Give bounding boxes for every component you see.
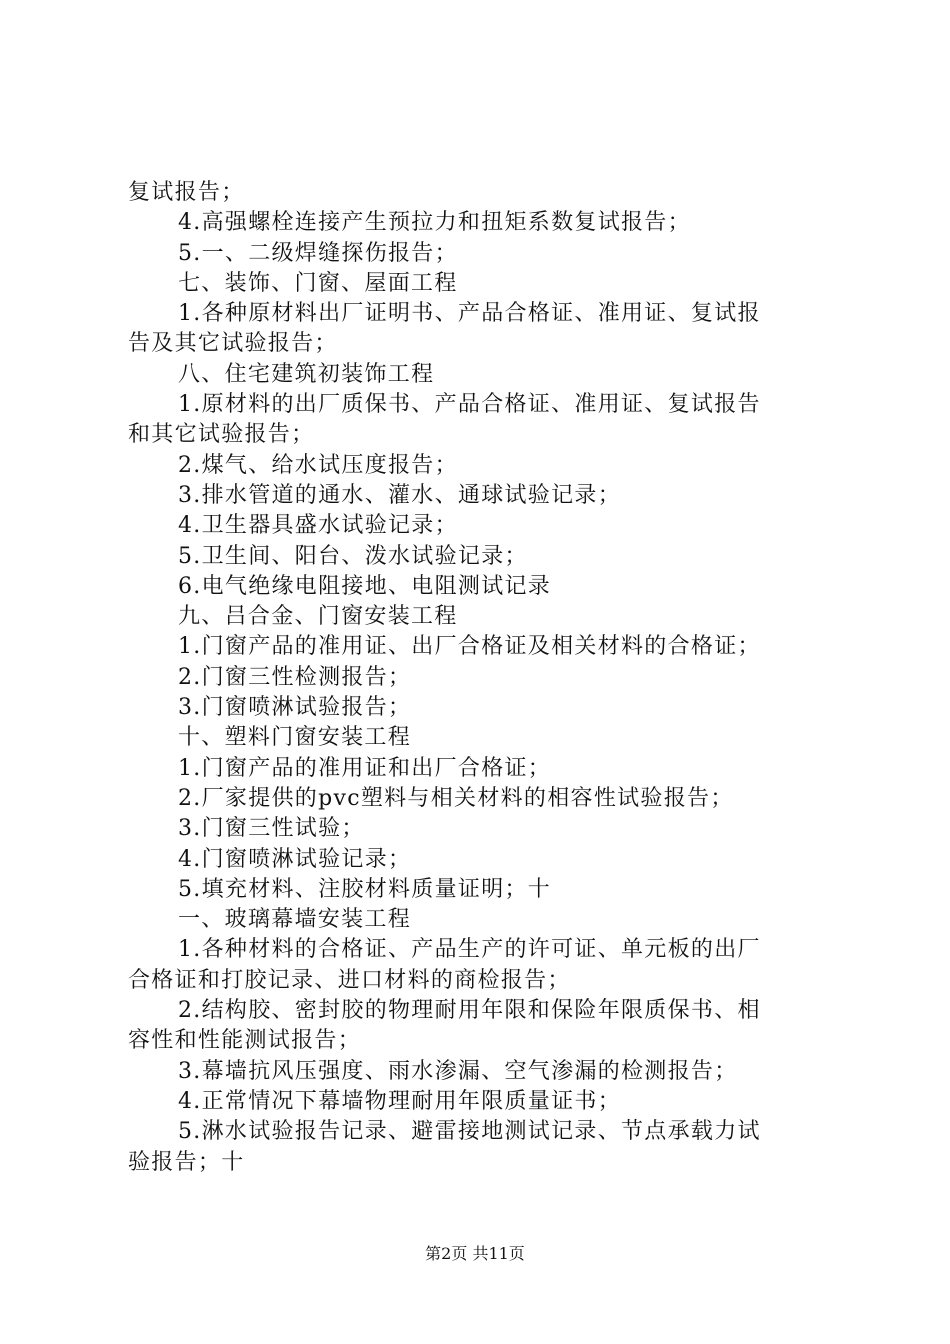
- text-line: 复试报告；: [128, 180, 245, 205]
- text-line: 3.幕墙抗风压强度、雨水渗漏、空气渗漏的检测报告；: [178, 1058, 738, 1084]
- text-line: 5.卫生间、阳台、泼水试验记录；: [178, 543, 528, 569]
- text-line: 合格证和打胶记录、进口材料的商检报告；: [128, 967, 571, 993]
- text-line: 5.淋水试验报告记录、避雷接地测试记录、节点承载力试: [178, 1119, 761, 1145]
- text-line: 八、住宅建筑初装饰工程: [178, 361, 435, 387]
- text-line: 3.门窗三性试验；: [178, 816, 365, 842]
- text-line: 3.门窗喷淋试验报告；: [178, 695, 412, 721]
- text-line: 容性和性能测试报告；: [128, 1028, 362, 1054]
- text-line: 2.结构胶、密封胶的物理耐用年限和保险年限质保书、相: [178, 998, 761, 1024]
- text-line: 十、塑料门窗安装工程: [178, 725, 412, 751]
- text-line: 1.门窗产品的准用证和出厂合格证；: [178, 755, 552, 781]
- text-line: 九、吕合金、门窗安装工程: [178, 604, 458, 630]
- text-line: 4.卫生器具盛水试验记录；: [178, 513, 458, 539]
- text-line: 验报告；十: [128, 1149, 245, 1175]
- text-line: 1.原材料的出厂质保书、产品合格证、准用证、复试报告: [178, 392, 761, 418]
- text-line: 和其它试验报告；: [128, 422, 315, 448]
- text-line: 6.电气绝缘电阻接地、电阻测试记录: [178, 573, 552, 599]
- text-line: 3.排水管道的通水、灌水、通球试验记录；: [178, 482, 621, 508]
- text-line: 5.一、二级焊缝探伤报告；: [178, 240, 458, 266]
- text-line: 2.煤气、给水试压度报告；: [178, 452, 458, 478]
- text-line: 4.正常情况下幕墙物理耐用年限质量证书；: [178, 1088, 621, 1114]
- text-line: 一、玻璃幕墙安装工程: [178, 907, 412, 933]
- text-line: 1.门窗产品的准用证、出厂合格证及相关材料的合格证；: [178, 634, 761, 660]
- text-line: 七、装饰、门窗、屋面工程: [178, 270, 458, 296]
- text-line: 5.填充材料、注胶材料质量证明；十: [178, 876, 552, 902]
- text-line: 2.门窗三性检测报告；: [178, 664, 412, 690]
- text-line: 1.各种原材料出厂证明书、产品合格证、准用证、复试报: [178, 301, 761, 327]
- text-line: 4.高强螺栓连接产生预拉力和扭矩系数复试报告；: [178, 210, 691, 236]
- text-line: 4.门窗喷淋试验记录；: [178, 846, 412, 872]
- text-line: 2.厂家提供的pvc塑料与相关材料的相容性试验报告；: [178, 785, 734, 811]
- text-line: 告及其它试验报告；: [128, 331, 338, 357]
- page-footer: 第2页 共11页: [425, 1244, 525, 1263]
- text-line: 1.各种材料的合格证、产品生产的许可证、单元板的出厂: [178, 937, 761, 963]
- document-body: [128, 178, 828, 1178]
